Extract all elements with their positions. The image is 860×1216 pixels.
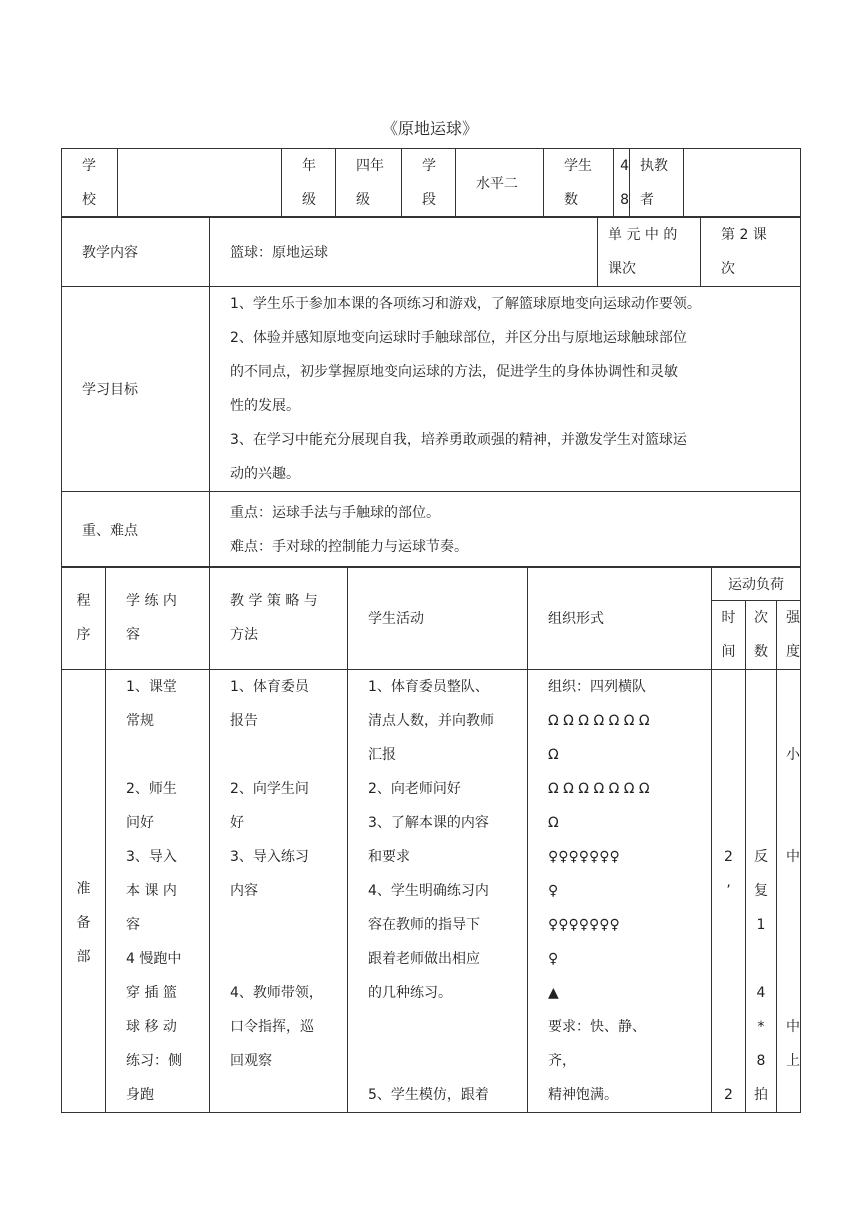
info-table xyxy=(61,216,801,568)
content-value: 篮球：原地运球 xyxy=(210,217,598,287)
stage-value: 水平二 xyxy=(456,149,544,218)
count-cell: 反 复 1 4 * 8 拍 xyxy=(746,670,777,1113)
stage-label: 学 段 xyxy=(402,149,456,218)
organization-cell: 组织：四列横队 Ω Ω Ω Ω Ω Ω Ω Ω Ω Ω Ω Ω Ω Ω Ω Ω ♀♀♀♀♀♀♀ ♀ ♀♀♀♀♀♀♀ ♀ ▲ 要求：快、静、 齐， 精神饱满。 xyxy=(528,670,712,1113)
objectives-label: 学习目标 xyxy=(62,287,210,492)
load-header: 运动负荷 xyxy=(712,567,801,601)
students-label: 学生 数 xyxy=(544,149,614,218)
organization-header: 组织形式 xyxy=(528,567,712,670)
strategy-header: 教 学 策 略 与 方法 xyxy=(210,567,348,670)
count-header: 次 数 xyxy=(746,601,777,670)
key-points-text: 重点：运球手法与手触球的部位。 难点：手对球的控制能力与运球节奏。 xyxy=(210,492,801,568)
unit-label: 单 元 中 的 课次 xyxy=(598,217,701,287)
unit-value: 第 2 课 次 xyxy=(701,217,801,287)
content-header: 学 练 内 容 xyxy=(106,567,210,670)
intensity-header: 强 度 xyxy=(777,601,801,670)
procedure-header: 程 序 xyxy=(62,567,106,670)
grade-value: 四年 级 xyxy=(336,149,402,218)
strategy-cell: 1、体育委员 报告 2、向学生问 好 3、导入练习 内容 4、教师带领， 口令指挥，巡 回观察 xyxy=(210,670,348,1113)
student-activity-cell: 1、体育委员整队、 清点人数，并向教师 汇报 2、向老师问好 3、了解本课的内容 和要求 4、学生明确练习内 容在教师的指导下 跟着老师做出相应 的几种练习。 5、学生模仿，跟着 xyxy=(348,670,528,1113)
procedure-cell: 准 备 部 xyxy=(62,670,106,1113)
intensity-cell: 小 中 中 上 xyxy=(777,670,801,1113)
students-value: 4 8 xyxy=(614,149,630,218)
teacher-label: 执教 者 xyxy=(630,149,684,218)
page-title: 《原地运球》 xyxy=(381,119,478,138)
objectives-text: 1、学生乐于参加本课的各项练习和游戏，了解篮球原地变向运球动作要领。 2、体验并感知原地变向运球时手触球部位，并区分出与原地运球触球部位 的不同点，初步掌握原地变向运球的方法，促进学生的身体协调性和灵敏 性的发展。 3、在学习中能充分展现自我，培养勇敢顽强的精神，并激发学生对篮球运 动的兴趣。 xyxy=(210,287,801,492)
header-table xyxy=(61,148,801,218)
content-label: 教学内容 xyxy=(62,217,210,287)
school-label: 学 校 xyxy=(62,149,118,218)
content-cell: 1、课堂 常规 2、师生 问好 3、导入 本 课 内 容 4 慢跑中 穿 插 篮 球 移 动 练习：侧 身跑 xyxy=(106,670,210,1113)
time-header: 时 间 xyxy=(712,601,746,670)
student-activity-header: 学生活动 xyxy=(348,567,528,670)
plan-table xyxy=(61,566,801,1113)
teacher-value xyxy=(684,149,801,218)
school-value xyxy=(118,149,282,218)
grade-label: 年 级 xyxy=(282,149,336,218)
key-points-label: 重、难点 xyxy=(62,492,210,568)
time-cell: 2 ’ 2 xyxy=(712,670,746,1113)
